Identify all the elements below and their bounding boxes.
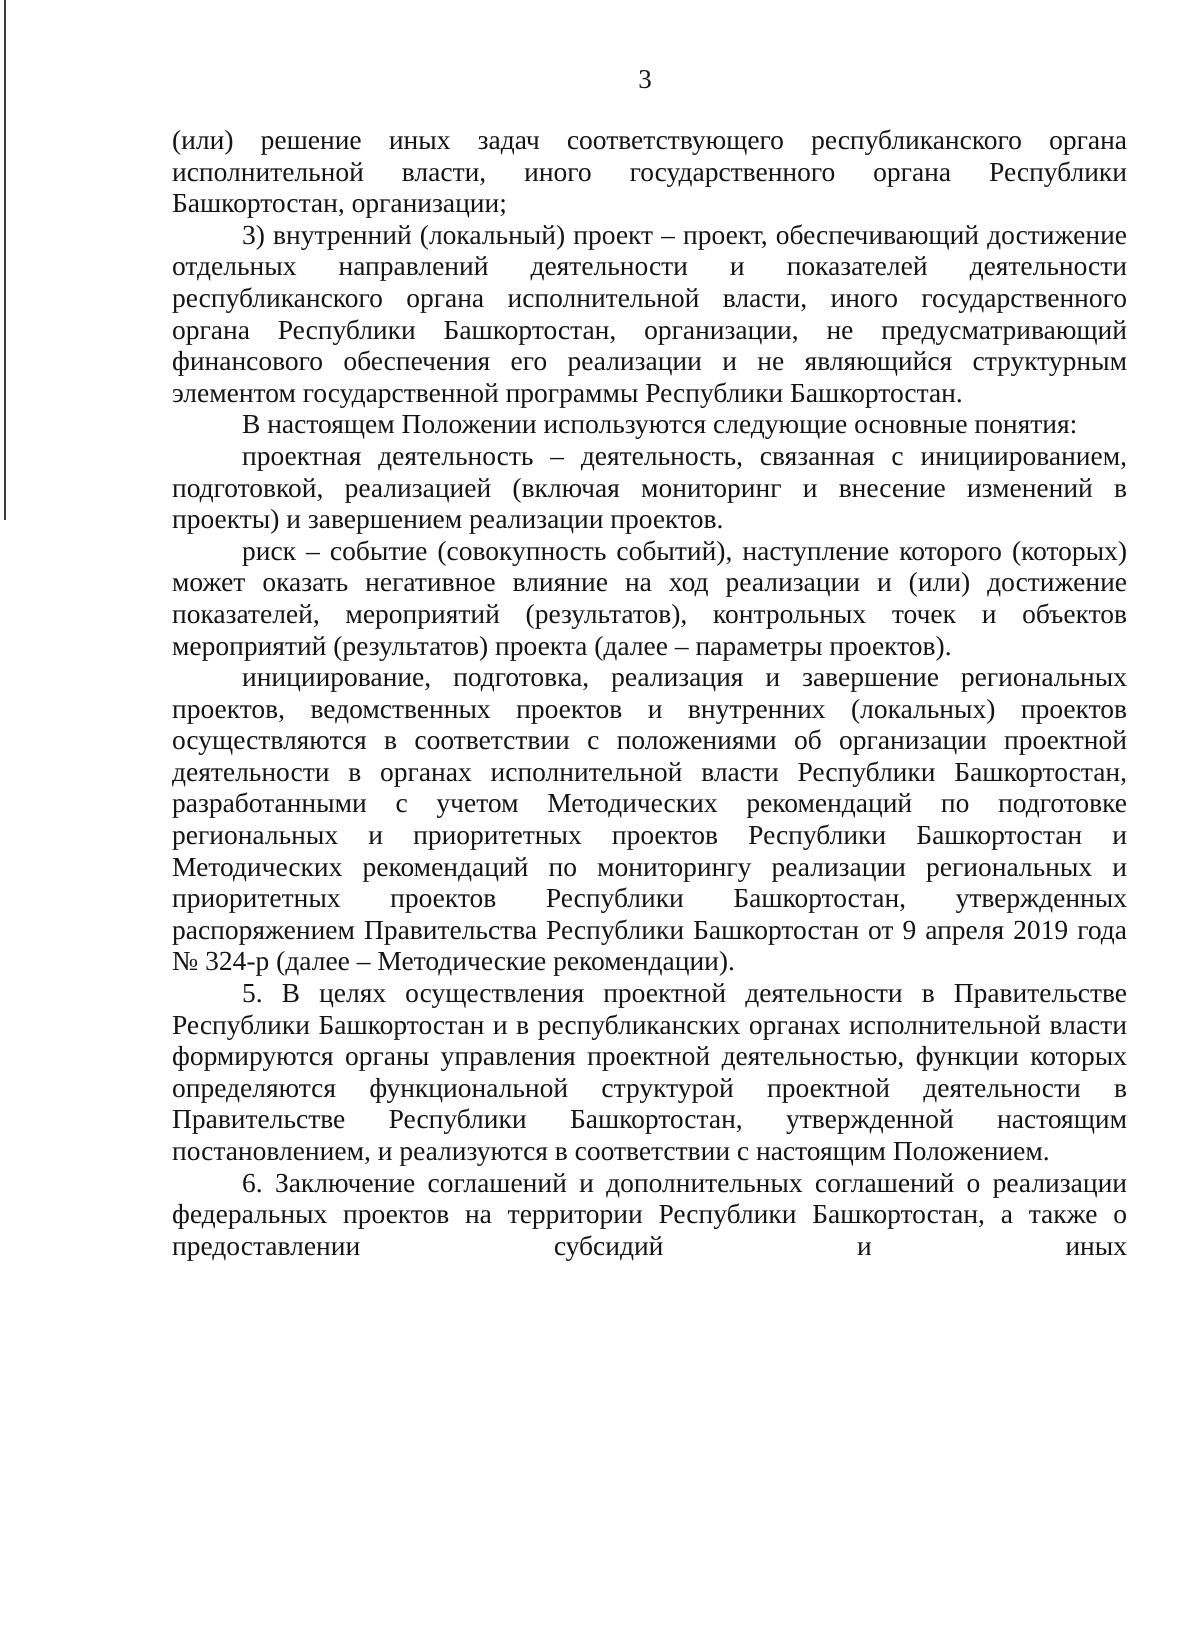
document-body xyxy=(172,124,1127,1261)
paragraph-item-5-governance: 5. В целях осуществления проектной деятельности в Правительстве Республики Башкортостан и в республиканских органах исполнительной власти формируются органы управления проектной деятельностью, функции которых определяются функциональной структурой проектной деятельности в Правительстве Республики Башкортостан, утвержденной настоящим постановлением, и реализуются в соответствии с настоящим Положением. xyxy=(172,977,1127,1166)
paragraph-term-risk: риск – событие (совокупность событий), наступление которого (которых) может оказать негативное влияние на ход реализации и (или) достижение показателей, мероприятий (результатов), контрольных точек и объектов мероприятий (результатов) проекта (далее – параметры проектов). xyxy=(172,534,1127,661)
paragraph-continuation: (или) решение иных задач соответствующего республиканского органа исполнительной власти, иного государственного органа Республики Башкортостан, организации; xyxy=(172,124,1127,219)
page-number: 3 xyxy=(638,64,652,94)
paragraph-terms-intro: В настоящем Положении используются следующие основные понятия: xyxy=(242,408,1078,440)
paragraph-projects-implementation: инициирование, подготовка, реализация и завершение региональных проектов, ведомственных проектов и внутренних (локальных) проектов осуществляются в соответствии с положениями об организации проектной деятельности в органах исполнительной власти Республики Башкортостан, разработанными с учетом Методических рекомендаций по подготовке региональных и приоритетных проектов Республики Башкортостан и Методических рекомендаций по мониторингу реализации региональных и приоритетных проектов Республики Башкортостан, утвержденных распоряжением Правительства Республики Башкортостан от 9 апреля 2019 года № 324-р (далее – Методические рекомендации). xyxy=(172,661,1127,977)
paragraph-item-6-agreements: 6. Заключение соглашений и дополнительных соглашений о реализации федеральных проектов на территории Республики Башкортостан, а также о предоставлении субсидий и иных xyxy=(172,1166,1127,1261)
paragraph-term-project-activity: проектная деятельность – деятельность, связанная с инициированием, подготовкой, реализацией (включая мониторинг и внесение изменений в проекты) и завершением реализации проектов. xyxy=(172,439,1127,535)
paragraph-item-3-internal-project: 3) внутренний (локальный) проект – проект, обеспечивающий достижение отдельных направлений деятельности и показателей деятельности республиканского органа исполнительной власти, иного государственного органа Республики Башкортостан, организации, не предусматривающий финансового обеспечения его реализации и не являющийся структурным элементом государственной программы Республики Башкортостан. xyxy=(172,218,1127,408)
